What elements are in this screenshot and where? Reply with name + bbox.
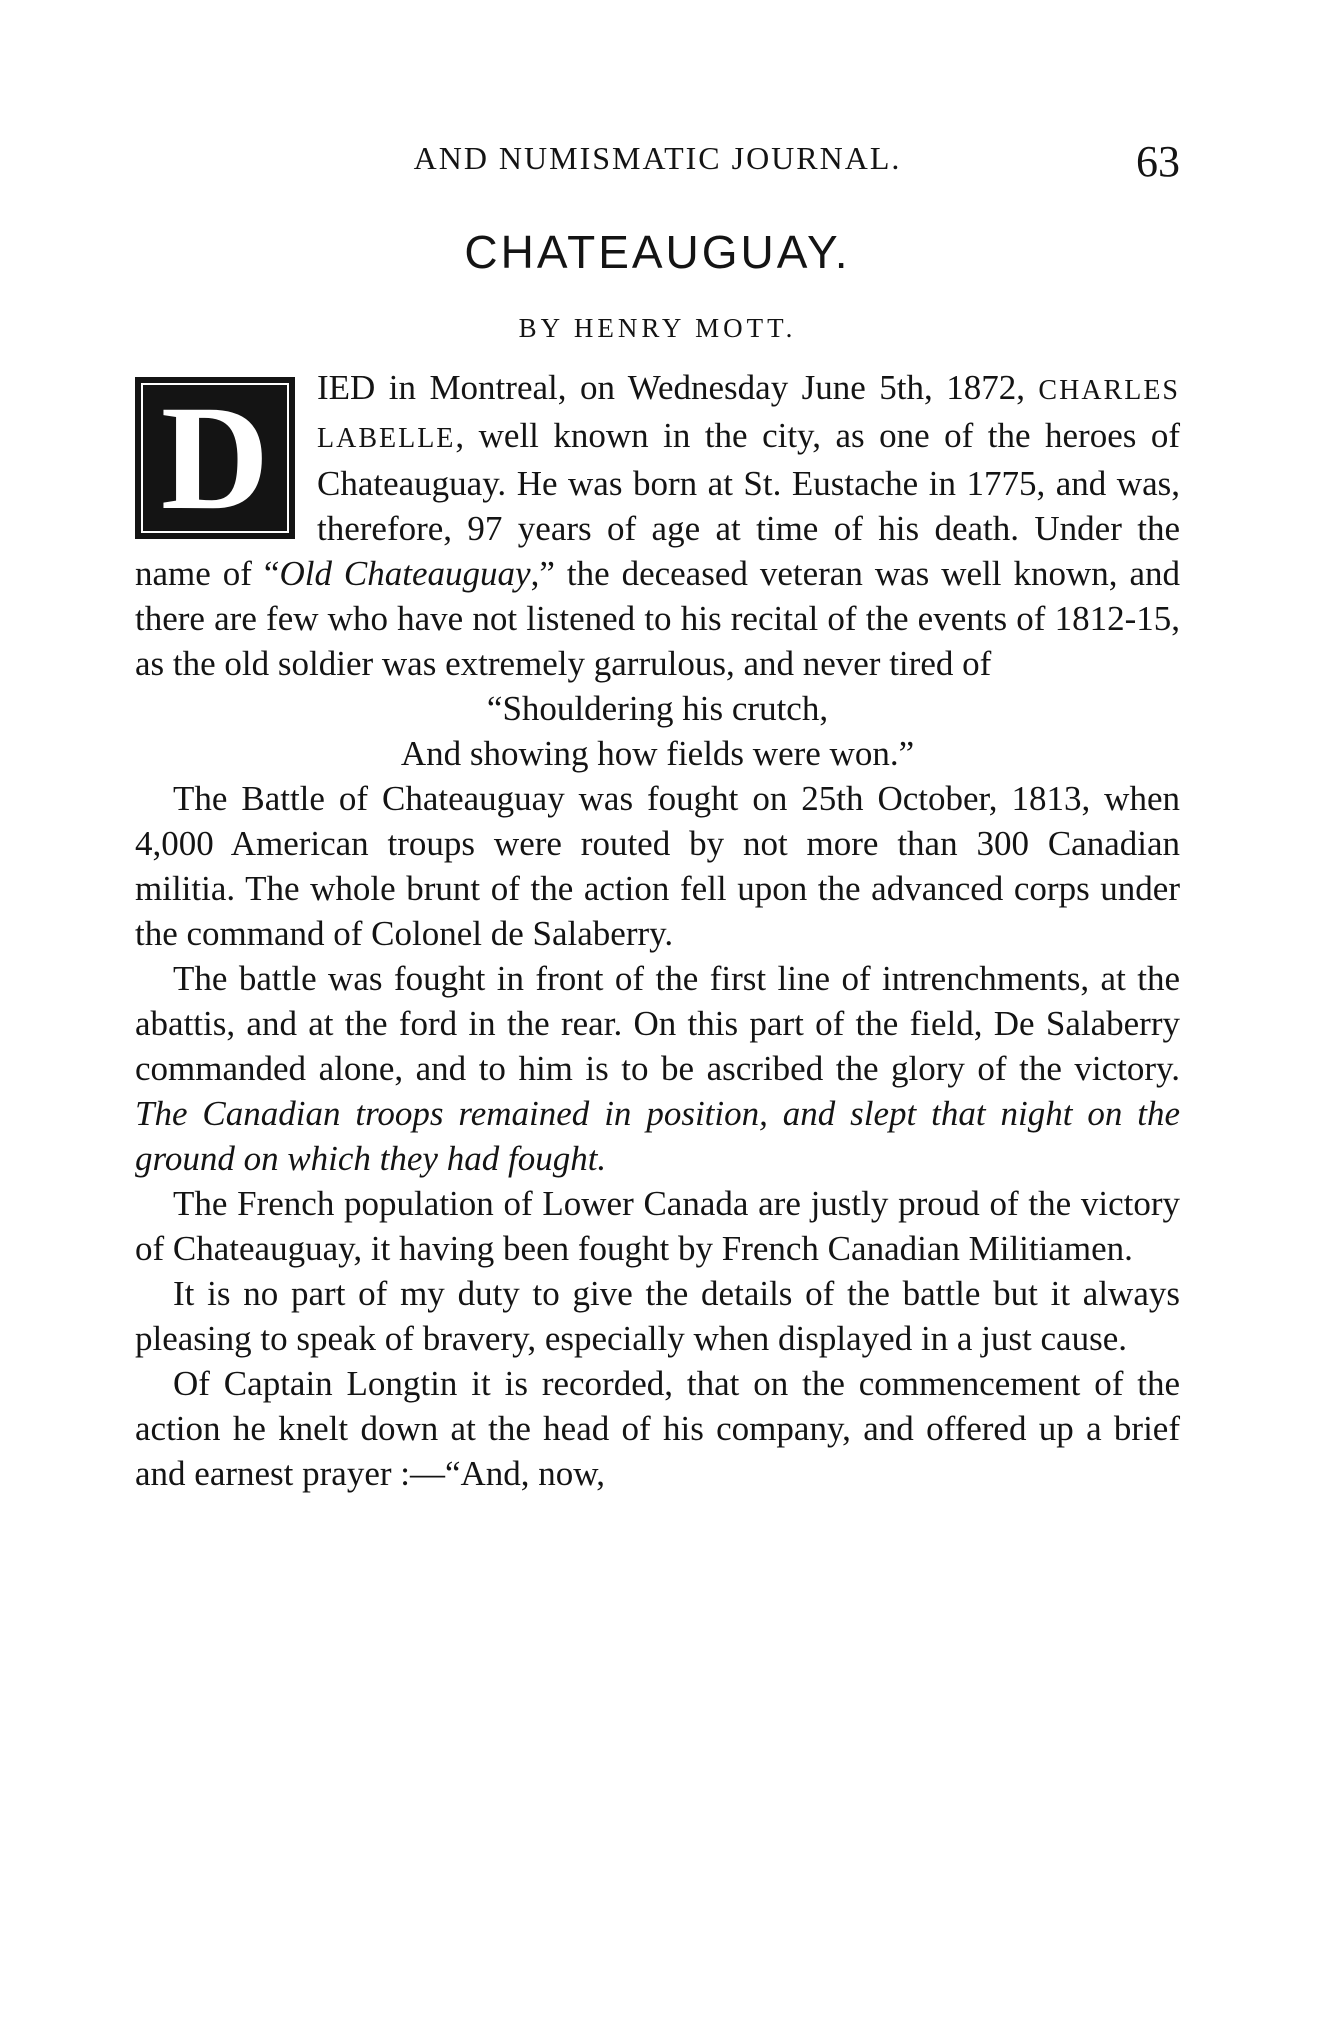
person-name: CHARLES LABELLE <box>317 375 1180 454</box>
paragraph-3-text: The battle was fought in front of the first line of intrenchments, at the abattis, and at the ford in the rear. On this part of the field, De Salaberry commanded alone, and to him is to be ascribed the glory of the victory. <box>135 959 1180 1088</box>
paragraph-1-mid: , well known in the city, as one of the heroes of Chateauguay. He was born at St. Eustache in 1775, and was, therefore, 97 years of age at time of his death. Under the name of “ <box>135 416 1180 593</box>
running-head-title: AND NUMISMATIC JOURNAL. <box>413 140 902 176</box>
verse-line-2: And showing how fields were won.” <box>400 734 915 773</box>
verse-quote <box>135 686 1180 776</box>
paragraph-3-italic: The Canadian troops remained in position, and slept that night on the ground on which they had fought. <box>135 1094 1180 1178</box>
dropcap-letter: D <box>160 377 270 539</box>
nickname: Old Chateauguay <box>279 554 531 593</box>
paragraph-1-open: IED in Montreal, on Wednesday June 5th, 1872, <box>317 368 1039 407</box>
running-head <box>135 137 1180 190</box>
dropcap-ornament <box>135 377 295 539</box>
article-body <box>135 365 1180 1496</box>
verse-line-1: “Shouldering his crutch, <box>486 689 829 728</box>
paragraph-1-close: ,” the deceased veteran was well known, and there are few who have not listened to his recital of the events of 1812-15, as the old soldier was extremely garrulous, and never tired of <box>135 554 1181 683</box>
paragraph-5: It is no part of my duty to give the details of the battle but it always pleasing to speak of bravery, especially when displayed in a just cause. <box>135 1274 1180 1358</box>
paragraph-2: The Battle of Chateauguay was fought on 25th October, 1813, when 4,000 American troups were routed by not more than 300 Canadian militia. The whole brunt of the action fell upon the advanced corps under the command of Colonel de Salaberry. <box>135 779 1180 953</box>
paragraph-3 <box>135 956 1180 1181</box>
page-number: 63 <box>1136 137 1180 186</box>
paragraph-4: The French population of Lower Canada are justly proud of the victory of Chateauguay, it having been fought by French Canadian Militiamen. <box>135 1184 1180 1268</box>
article-title: CHATEAUGUAY. <box>464 226 851 278</box>
paragraph-6: Of Captain Longtin it is recorded, that on the commencement of the action he knelt down at the head of his company, and offered up a brief and earnest prayer :—“And, now, <box>135 1364 1180 1493</box>
article-byline: BY HENRY MOTT. <box>518 313 797 343</box>
